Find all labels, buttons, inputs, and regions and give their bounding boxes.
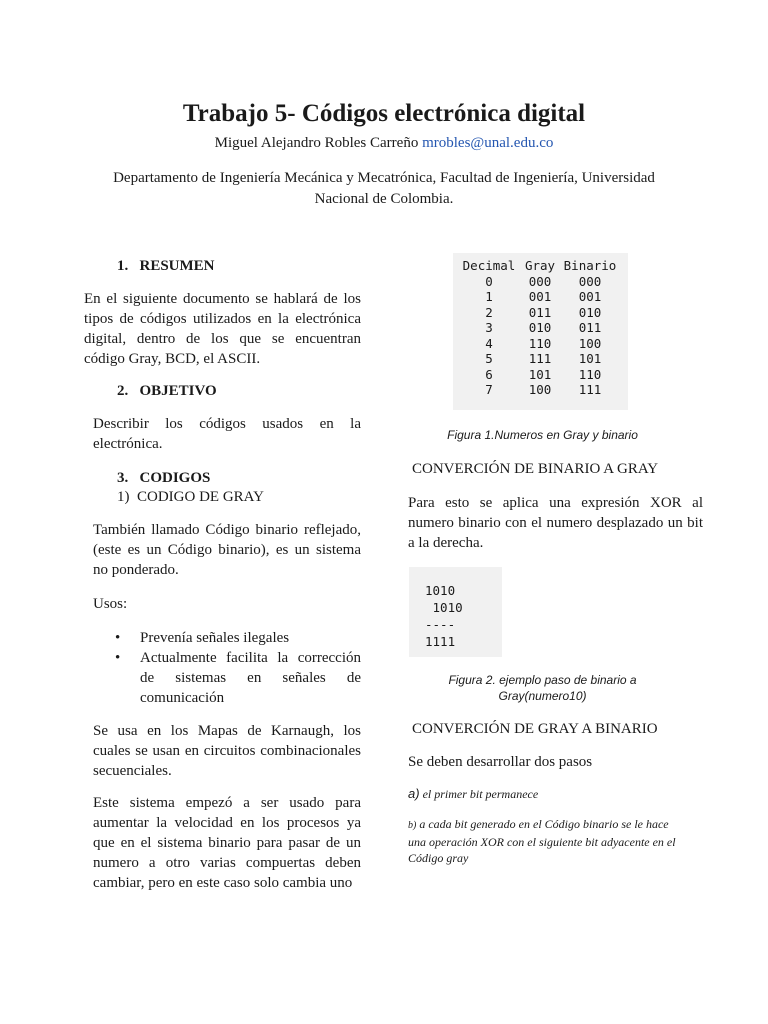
step-b	[408, 816, 678, 866]
table-cell: 3	[485, 320, 493, 335]
section-title: RESUMEN	[139, 258, 215, 274]
section-heading-resumen	[117, 256, 215, 276]
usos-label: Usos:	[93, 596, 128, 612]
xor-example-box	[409, 567, 502, 657]
author-email-link[interactable]: mrobles@unal.edu.co	[422, 135, 554, 151]
table-row	[458, 367, 620, 383]
table-cell: 111	[528, 351, 552, 366]
bullet-icon: •	[115, 650, 121, 666]
table-row	[458, 289, 620, 305]
column-header: Gray	[524, 258, 556, 273]
list-item-text: Actualmente facilita la corrección de sistemas en señales de comunicación	[140, 650, 361, 706]
gray-binary-table	[453, 253, 628, 410]
table-cell: 011	[578, 320, 602, 335]
gray-a-binario-intro: Se deben desarrollar dos pasos	[408, 754, 593, 770]
section-number: 3.	[117, 470, 129, 486]
step-a-label: a)	[408, 786, 420, 801]
figure-2-caption	[405, 672, 680, 704]
table-cell: 1	[485, 289, 493, 304]
subsection-number: 1)	[117, 489, 130, 505]
table-cell: 4	[485, 335, 493, 351]
list-item	[93, 628, 361, 648]
table-row	[458, 382, 620, 398]
xor-line: 1010	[425, 600, 463, 615]
step-b-text: a cada bit generado en el Código binario se le hace una operación XOR con el siguiente bit adyacente en el Código gray	[408, 817, 676, 865]
resumen-paragraph: En el siguiente documento se hablará de los tipos de códigos utilizados en la electrónica digital, dentro de los que se encuentran código Gray, BCD, el ASCII.	[84, 291, 361, 367]
table-cell: 100	[528, 382, 552, 397]
table-cell: 6	[485, 366, 493, 382]
author-line	[0, 135, 768, 152]
table-cell: 7	[485, 382, 493, 397]
binario-a-gray-paragraph: Para esto se aplica una expresión XOR al numero binario con el numero desplazado un bit a la derecha.	[408, 495, 703, 551]
section-title: CODIGOS	[139, 470, 211, 486]
subsection-heading-gray	[117, 487, 264, 507]
usos-list	[93, 628, 361, 708]
section-number: 1.	[117, 258, 129, 274]
table-cell: 0	[485, 273, 493, 289]
xor-line: 1111	[425, 634, 456, 649]
page-title: Trabajo 5- Códigos electrónica digital	[182, 100, 586, 127]
section-heading-binario-a-gray: CONVERCIÓN DE BINARIO A GRAY	[412, 461, 659, 477]
table-cell: 000	[528, 273, 552, 289]
xor-line: ----	[425, 617, 456, 632]
table-row	[458, 274, 620, 290]
table-header-row	[458, 258, 620, 274]
karnaugh-paragraph: Se usa en los Mapas de Karnaugh, los cuales se usan en circuitos combinacionales secuenciales.	[93, 723, 361, 779]
figure-2-caption-line-1: Figura 2. ejemplo paso de binario a	[448, 673, 637, 687]
table-row	[458, 305, 620, 321]
figure-2-caption-line-2: Gray(numero10)	[498, 689, 587, 703]
bullet-icon: •	[115, 630, 121, 646]
gray-definition-paragraph: También llamado Código binario reflejado, (este es un Código binario), es un sistema no ponderado.	[93, 522, 361, 578]
table-cell: 101	[528, 366, 552, 382]
column-header: Decimal	[462, 258, 516, 273]
table-cell: 110	[528, 335, 552, 351]
table-cell: 000	[578, 273, 602, 289]
author-name: Miguel Alejandro Robles Carreño	[214, 135, 419, 151]
table-row	[458, 336, 620, 352]
affiliation	[90, 168, 678, 210]
table-cell: 101	[578, 351, 602, 366]
table-cell: 100	[578, 335, 602, 351]
step-b-label: b)	[408, 820, 417, 831]
step-a-text: el primer bit permanece	[422, 787, 539, 801]
table-cell: 111	[578, 382, 602, 397]
table-cell: 001	[578, 289, 602, 304]
table-cell: 2	[485, 304, 493, 320]
section-number: 2.	[117, 383, 129, 399]
section-heading-objetivo	[117, 381, 217, 401]
list-item-text: Prevenía señales ilegales	[140, 630, 290, 646]
table-cell: 001	[528, 289, 552, 304]
xor-line: 1010	[425, 583, 456, 598]
affiliation-line-2: Nacional de Colombia.	[314, 191, 454, 207]
table-cell: 010	[578, 304, 602, 320]
table-cell: 011	[528, 304, 552, 320]
list-item	[93, 648, 361, 708]
table-cell: 5	[485, 351, 493, 366]
objetivo-paragraph: Describir los códigos usados en la electrónica.	[93, 416, 361, 452]
step-a	[408, 786, 703, 802]
figure-1-caption: Figura 1.Numeros en Gray y binario	[447, 428, 638, 442]
table-cell: 010	[528, 320, 552, 335]
subsection-title: CODIGO DE GRAY	[137, 489, 264, 505]
column-header: Binario	[563, 258, 617, 273]
speed-paragraph: Este sistema empezó a ser usado para aumentar la velocidad en los procesos ya que en el sistema binario para pasar de un numero a otro varias compuertas deben cambiar, pero en este caso solo cambia uno	[93, 795, 361, 891]
affiliation-line-1: Departamento de Ingeniería Mecánica y Mecatrónica, Facultad de Ingeniería, Universidad	[113, 170, 655, 186]
table-row	[458, 351, 620, 367]
table-row	[458, 320, 620, 336]
section-title: OBJETIVO	[139, 383, 217, 399]
section-heading-gray-a-binario: CONVERCIÓN DE GRAY A BINARIO	[412, 721, 658, 737]
table-cell: 110	[578, 366, 602, 382]
section-heading-codigos	[117, 468, 210, 488]
